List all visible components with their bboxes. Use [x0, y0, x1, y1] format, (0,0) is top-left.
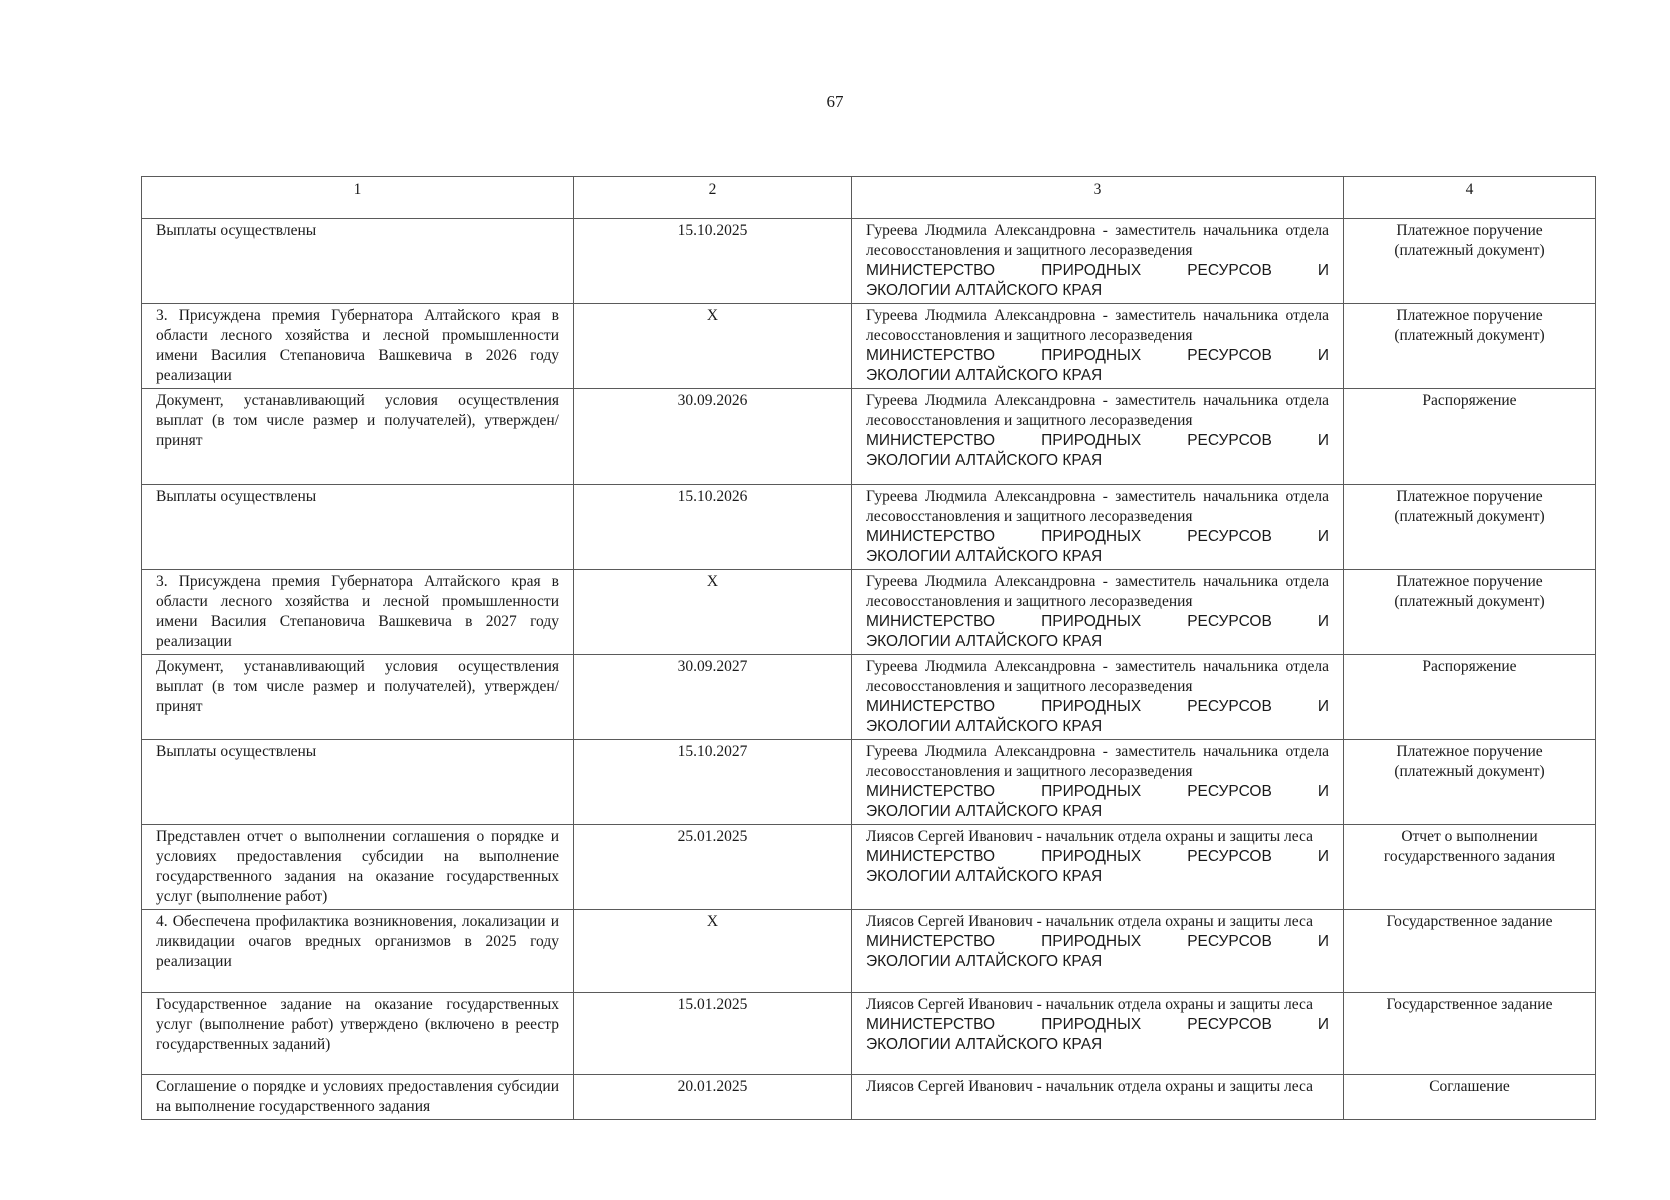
organization-line-2: ЭКОЛОГИИ АЛТАЙСКОГО КРАЯ: [866, 1036, 1103, 1053]
table-row: [142, 570, 1596, 655]
document-type-cell: Платежное поручение (платежный документ): [1344, 740, 1596, 825]
event-description-cell: Выплаты осуществлены: [142, 219, 574, 304]
page-number: 67: [826, 92, 844, 111]
responsible-person: Лиясов Сергей Иванович - начальник отдела охраны и защиты леса: [866, 828, 1313, 845]
organization-word: РЕСУРСОВ: [1187, 1016, 1272, 1033]
organization-word: ПРИРОДНЫХ: [1041, 698, 1142, 715]
responsible-cell: [852, 1075, 1344, 1120]
organization-word: РЕСУРСОВ: [1187, 848, 1272, 865]
organization-word: МИНИСТЕРСТВО: [866, 262, 996, 279]
table-row: [142, 825, 1596, 910]
responsible-cell: [852, 910, 1344, 993]
document-type-cell: Распоряжение: [1344, 655, 1596, 740]
organization-line-2: ЭКОЛОГИИ АЛТАЙСКОГО КРАЯ: [866, 548, 1103, 565]
organization-word: МИНИСТЕРСТВО: [866, 698, 996, 715]
organization-word: МИНИСТЕРСТВО: [866, 933, 996, 950]
document-type-cell: Платежное поручение (платежный документ): [1344, 570, 1596, 655]
organization-word: И: [1317, 262, 1329, 279]
event-description-cell: Государственное задание на оказание государственных услуг (выполнение работ) утверждено (включено в реестр государственных заданий): [142, 993, 574, 1075]
organization-name: [866, 261, 1329, 301]
responsible-cell: [852, 740, 1344, 825]
document-type-cell: Государственное задание: [1344, 910, 1596, 993]
organization-word: И: [1317, 783, 1329, 800]
organization-word: И: [1317, 613, 1329, 630]
organization-name: [866, 431, 1329, 471]
responsible-person: Гуреева Людмила Александровна - заместитель начальника отдела лесовосстановления и защитного лесоразведения: [866, 743, 1329, 780]
organization-line-1: [866, 346, 1329, 366]
event-description-cell: Документ, устанавливающий условия осуществления выплат (в том числе размер и получателей), утвержден/принят: [142, 655, 574, 740]
organization-word: ПРИРОДНЫХ: [1041, 783, 1142, 800]
organization-name: [866, 932, 1329, 972]
document-table: [141, 176, 1596, 1120]
organization-word: И: [1317, 698, 1329, 715]
date-cell: 20.01.2025: [574, 1075, 852, 1120]
responsible-person: Лиясов Сергей Иванович - начальник отдела охраны и защиты леса: [866, 913, 1313, 930]
table-row: [142, 655, 1596, 740]
organization-word: МИНИСТЕРСТВО: [866, 848, 996, 865]
event-description-cell: 3. Присуждена премия Губернатора Алтайского края в области лесного хозяйства и лесной промышленности имени Василия Степановича Вашкевича в 2027 году реализации: [142, 570, 574, 655]
responsible-person: Гуреева Людмила Александровна - заместитель начальника отдела лесовосстановления и защитного лесоразведения: [866, 222, 1329, 259]
organization-line-1: [866, 261, 1329, 281]
organization-line-1: [866, 1015, 1329, 1035]
document-type-cell: Платежное поручение (платежный документ): [1344, 485, 1596, 570]
organization-name: [866, 847, 1329, 887]
organization-line-2: ЭКОЛОГИИ АЛТАЙСКОГО КРАЯ: [866, 953, 1103, 970]
table-header-row: [142, 177, 1596, 219]
date-cell: 15.10.2027: [574, 740, 852, 825]
organization-word: ПРИРОДНЫХ: [1041, 848, 1142, 865]
organization-line-1: [866, 527, 1329, 547]
organization-line-1: [866, 932, 1329, 952]
table-row: [142, 219, 1596, 304]
organization-line-1: [866, 697, 1329, 717]
organization-word: И: [1317, 347, 1329, 364]
responsible-cell: [852, 993, 1344, 1075]
organization-line-2: ЭКОЛОГИИ АЛТАЙСКОГО КРАЯ: [866, 718, 1103, 735]
event-description-cell: 3. Присуждена премия Губернатора Алтайского края в области лесного хозяйства и лесной промышленности имени Василия Степановича Вашкевича в 2026 году реализации: [142, 304, 574, 389]
organization-word: ПРИРОДНЫХ: [1041, 262, 1142, 279]
table-row: [142, 910, 1596, 993]
organization-word: РЕСУРСОВ: [1187, 783, 1272, 800]
organization-word: РЕСУРСОВ: [1187, 432, 1272, 449]
organization-word: ПРИРОДНЫХ: [1041, 613, 1142, 630]
responsible-cell: [852, 304, 1344, 389]
organization-word: РЕСУРСОВ: [1187, 933, 1272, 950]
responsible-person: Лиясов Сергей Иванович - начальник отдела охраны и защиты леса: [866, 996, 1313, 1013]
date-cell: X: [574, 570, 852, 655]
organization-line-2: ЭКОЛОГИИ АЛТАЙСКОГО КРАЯ: [866, 803, 1103, 820]
event-description-cell: Соглашение о порядке и условиях предоставления субсидии на выполнение государственного задания: [142, 1075, 574, 1120]
table-row: [142, 740, 1596, 825]
document-type-cell: Государственное задание: [1344, 993, 1596, 1075]
responsible-person: Гуреева Людмила Александровна - заместитель начальника отдела лесовосстановления и защитного лесоразведения: [866, 658, 1329, 695]
responsible-cell: [852, 825, 1344, 910]
organization-word: РЕСУРСОВ: [1187, 347, 1272, 364]
organization-word: ПРИРОДНЫХ: [1041, 933, 1142, 950]
organization-word: МИНИСТЕРСТВО: [866, 528, 996, 545]
organization-line-1: [866, 847, 1329, 867]
organization-word: РЕСУРСОВ: [1187, 698, 1272, 715]
organization-line-1: [866, 612, 1329, 632]
document-type-cell: Соглашение: [1344, 1075, 1596, 1120]
organization-word: МИНИСТЕРСТВО: [866, 783, 996, 800]
organization-word: МИНИСТЕРСТВО: [866, 613, 996, 630]
document-type-cell: Распоряжение: [1344, 389, 1596, 485]
organization-word: И: [1317, 848, 1329, 865]
organization-word: МИНИСТЕРСТВО: [866, 432, 996, 449]
responsible-person: Гуреева Людмила Александровна - заместитель начальника отдела лесовосстановления и защитного лесоразведения: [866, 392, 1329, 429]
organization-line-2: ЭКОЛОГИИ АЛТАЙСКОГО КРАЯ: [866, 282, 1103, 299]
organization-name: [866, 612, 1329, 652]
organization-word: РЕСУРСОВ: [1187, 262, 1272, 279]
date-cell: 15.10.2025: [574, 219, 852, 304]
column-header: 2: [574, 177, 852, 219]
responsible-person: Гуреева Людмила Александровна - заместитель начальника отдела лесовосстановления и защитного лесоразведения: [866, 488, 1329, 525]
table-row: [142, 304, 1596, 389]
date-cell: 25.01.2025: [574, 825, 852, 910]
date-cell: 30.09.2026: [574, 389, 852, 485]
document-type-cell: Платежное поручение (платежный документ): [1344, 219, 1596, 304]
responsible-person: Гуреева Людмила Александровна - заместитель начальника отдела лесовосстановления и защитного лесоразведения: [866, 307, 1329, 344]
organization-word: И: [1317, 1016, 1329, 1033]
organization-word: ПРИРОДНЫХ: [1041, 528, 1142, 545]
organization-word: ПРИРОДНЫХ: [1041, 1016, 1142, 1033]
organization-word: И: [1317, 432, 1329, 449]
event-description-cell: 4. Обеспечена профилактика возникновения, локализации и ликвидации очагов вредных организмов в 2025 году реализации: [142, 910, 574, 993]
table-body: [142, 219, 1596, 1120]
table-row: [142, 389, 1596, 485]
responsible-cell: [852, 485, 1344, 570]
document-type-cell: Платежное поручение (платежный документ): [1344, 304, 1596, 389]
organization-name: [866, 527, 1329, 567]
organization-word: РЕСУРСОВ: [1187, 528, 1272, 545]
table-row: [142, 485, 1596, 570]
responsible-person: Гуреева Людмила Александровна - заместитель начальника отдела лесовосстановления и защитного лесоразведения: [866, 573, 1329, 610]
event-description-cell: Документ, устанавливающий условия осуществления выплат (в том числе размер и получателей), утвержден/принят: [142, 389, 574, 485]
date-cell: 30.09.2027: [574, 655, 852, 740]
responsible-person: Лиясов Сергей Иванович - начальник отдела охраны и защиты леса: [866, 1078, 1313, 1095]
event-description-cell: Представлен отчет о выполнении соглашения о порядке и условиях предоставления субсидии на выполнение государственного задания на оказание государственных услуг (выполнение работ): [142, 825, 574, 910]
organization-line-1: [866, 431, 1329, 451]
responsible-cell: [852, 389, 1344, 485]
event-description-cell: Выплаты осуществлены: [142, 485, 574, 570]
organization-name: [866, 1015, 1329, 1055]
responsible-cell: [852, 570, 1344, 655]
column-header: 1: [142, 177, 574, 219]
organization-word: РЕСУРСОВ: [1187, 613, 1272, 630]
organization-line-2: ЭКОЛОГИИ АЛТАЙСКОГО КРАЯ: [866, 868, 1103, 885]
organization-name: [866, 782, 1329, 822]
organization-word: И: [1317, 933, 1329, 950]
organization-name: [866, 697, 1329, 737]
document-type-cell: Отчет о выполнении государственного задания: [1344, 825, 1596, 910]
organization-line-2: ЭКОЛОГИИ АЛТАЙСКОГО КРАЯ: [866, 452, 1103, 469]
table-row: [142, 993, 1596, 1075]
column-header: 3: [852, 177, 1344, 219]
organization-line-2: ЭКОЛОГИИ АЛТАЙСКОГО КРАЯ: [866, 367, 1103, 384]
event-description-cell: Выплаты осуществлены: [142, 740, 574, 825]
responsible-cell: [852, 655, 1344, 740]
organization-line-1: [866, 782, 1329, 802]
organization-word: МИНИСТЕРСТВО: [866, 347, 996, 364]
organization-line-2: ЭКОЛОГИИ АЛТАЙСКОГО КРАЯ: [866, 633, 1103, 650]
organization-word: МИНИСТЕРСТВО: [866, 1016, 996, 1033]
column-header: 4: [1344, 177, 1596, 219]
date-cell: 15.10.2026: [574, 485, 852, 570]
organization-word: ПРИРОДНЫХ: [1041, 347, 1142, 364]
date-cell: X: [574, 304, 852, 389]
date-cell: X: [574, 910, 852, 993]
table-row: [142, 1075, 1596, 1120]
organization-name: [866, 346, 1329, 386]
responsible-cell: [852, 219, 1344, 304]
organization-word: ПРИРОДНЫХ: [1041, 432, 1142, 449]
organization-word: И: [1317, 528, 1329, 545]
date-cell: 15.01.2025: [574, 993, 852, 1075]
